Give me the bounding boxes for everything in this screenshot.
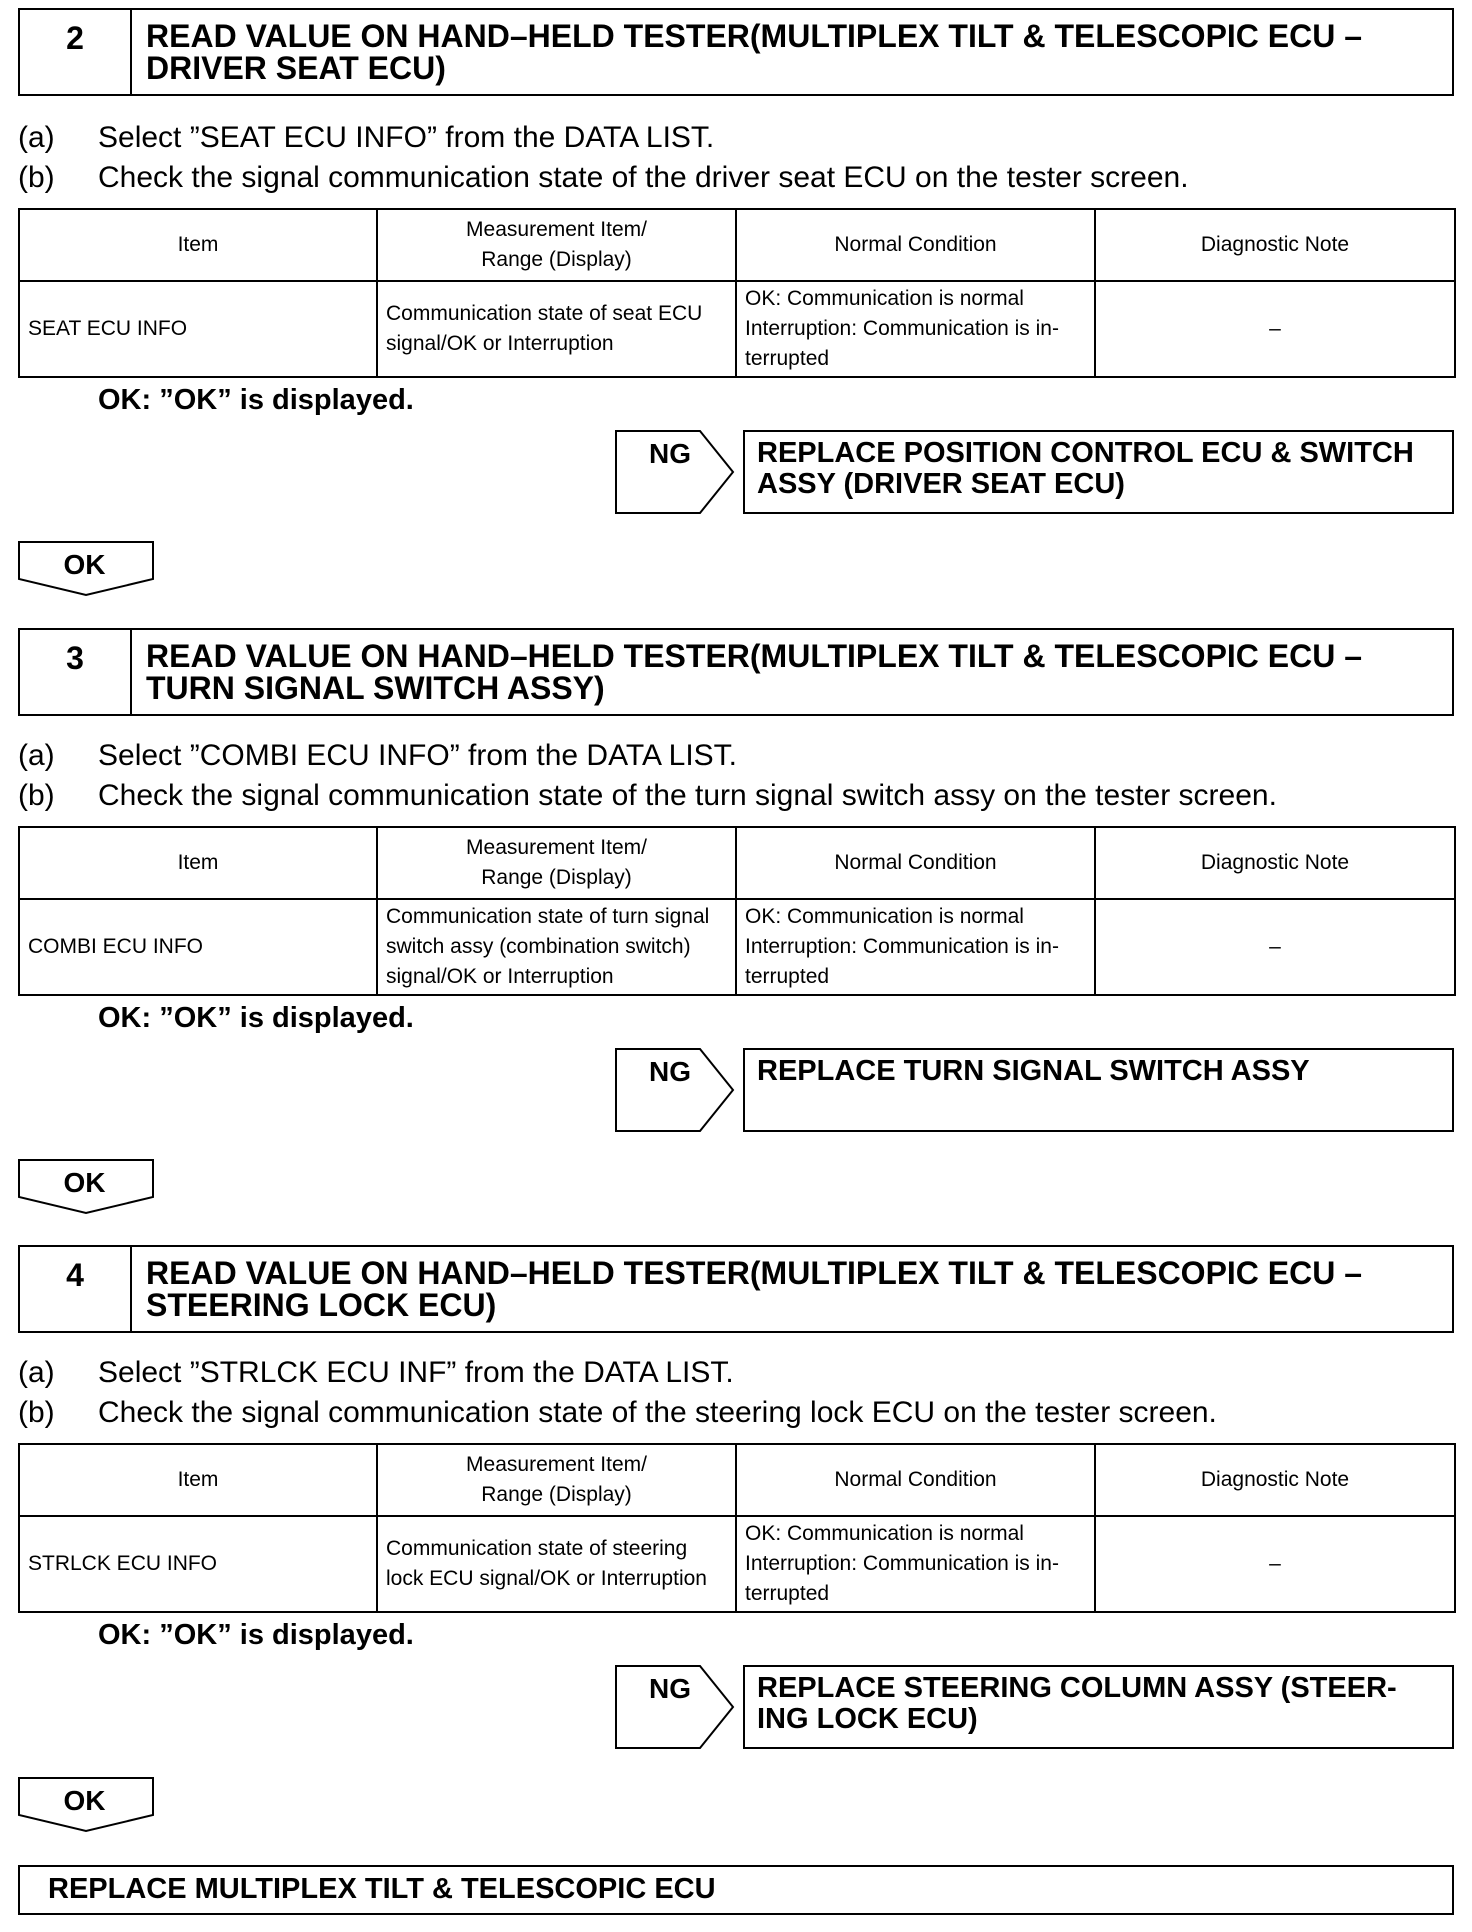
instruction-label: (a) [18, 739, 55, 772]
cell-item: STRLCK ECU INFO [19, 1516, 377, 1612]
instruction-label: (a) [18, 121, 55, 154]
header-item: Item [19, 209, 377, 281]
step-number: 3 [20, 630, 132, 714]
instruction-label: (b) [18, 779, 55, 812]
table-header-row [19, 827, 1455, 899]
step-2-table [18, 208, 1456, 378]
ng-label: NG [649, 1673, 691, 1704]
step-title: READ VALUE ON HAND–HELD TESTER(MULTIPLEX TILT & TELESCOPIC ECU – TURN SIGNAL SWITCH ASSY) [146, 638, 1363, 706]
step-number: 4 [20, 1247, 132, 1331]
table-row [19, 899, 1455, 995]
ok-condition: OK: ”OK” is displayed. [98, 1619, 414, 1651]
header-diagnostic-note: Diagnostic Note [1095, 1444, 1455, 1516]
ng-label: NG [649, 1056, 691, 1087]
instruction-text: Select ”SEAT ECU INFO” from the DATA LIST. [98, 121, 715, 154]
ok-label: OK [63, 549, 106, 580]
ok-label: OK [63, 1167, 106, 1198]
cell-measurement: Communication state of turn signal switch assy (combination switch) signal/OK or Interruption [377, 899, 736, 995]
cell-normal-condition: OK: Communication is normal Interruption: Communication is in- terrupted [736, 899, 1095, 995]
step-4-header [18, 1245, 1454, 1333]
step-4-table [18, 1443, 1456, 1613]
cell-diagnostic-note: – [1095, 281, 1455, 377]
table-row [19, 281, 1455, 377]
cell-item: COMBI ECU INFO [19, 899, 377, 995]
cell-diagnostic-note: – [1095, 1516, 1455, 1612]
header-normal-condition: Normal Condition [736, 1444, 1095, 1516]
step-3-header [18, 628, 1454, 716]
header-measurement: Measurement Item/ Range (Display) [377, 209, 736, 281]
step-2-instructions [18, 118, 1189, 198]
step-title: READ VALUE ON HAND–HELD TESTER(MULTIPLEX TILT & TELESCOPIC ECU – STEERING LOCK ECU) [146, 1255, 1363, 1323]
step-3-table [18, 826, 1456, 996]
header-normal-condition: Normal Condition [736, 827, 1095, 899]
header-diagnostic-note: Diagnostic Note [1095, 209, 1455, 281]
instruction-text: Check the signal communication state of the steering lock ECU on the tester screen. [98, 1396, 1217, 1429]
header-item: Item [19, 827, 377, 899]
instruction-text: Select ”COMBI ECU INFO” from the DATA LIST. [98, 739, 738, 772]
table-header-row [19, 1444, 1455, 1516]
instruction-label: (b) [18, 1396, 55, 1429]
instruction-text: Check the signal communication state of the turn signal switch assy on the tester screen. [98, 779, 1277, 812]
instruction-label: (b) [18, 161, 55, 194]
cell-measurement: Communication state of seat ECU signal/OK or Interruption [377, 281, 736, 377]
ok-condition: OK: ”OK” is displayed. [98, 1002, 414, 1034]
final-action-box: REPLACE MULTIPLEX TILT & TELESCOPIC ECU [18, 1865, 1454, 1915]
ok-label: OK [63, 1785, 106, 1816]
cell-normal-condition: OK: Communication is normal Interruption: Communication is in- terrupted [736, 281, 1095, 377]
ng-action-box: REPLACE STEERING COLUMN ASSY (STEER- ING LOCK ECU) [743, 1665, 1454, 1749]
ok-condition: OK: ”OK” is displayed. [98, 384, 414, 416]
cell-normal-condition: OK: Communication is normal Interruption: Communication is in- terrupted [736, 1516, 1095, 1612]
step-title: READ VALUE ON HAND–HELD TESTER(MULTIPLEX TILT & TELESCOPIC ECU – DRIVER SEAT ECU) [146, 18, 1363, 86]
instruction-label: (a) [18, 1356, 55, 1389]
step-2-header [18, 8, 1454, 96]
header-normal-condition: Normal Condition [736, 209, 1095, 281]
ng-action-box: REPLACE POSITION CONTROL ECU & SWITCH ASSY (DRIVER SEAT ECU) [743, 430, 1454, 514]
instruction-text: Select ”STRLCK ECU INF” from the DATA LIST. [98, 1356, 734, 1389]
ng-action-box: REPLACE TURN SIGNAL SWITCH ASSY [743, 1048, 1454, 1132]
header-measurement: Measurement Item/ Range (Display) [377, 827, 736, 899]
cell-measurement: Communication state of steering lock ECU signal/OK or Interruption [377, 1516, 736, 1612]
step-number: 2 [20, 10, 132, 94]
header-diagnostic-note: Diagnostic Note [1095, 827, 1455, 899]
step-3-instructions [18, 736, 1277, 816]
cell-item: SEAT ECU INFO [19, 281, 377, 377]
table-header-row [19, 209, 1455, 281]
header-measurement: Measurement Item/ Range (Display) [377, 1444, 736, 1516]
instruction-text: Check the signal communication state of the driver seat ECU on the tester screen. [98, 161, 1189, 194]
header-item: Item [19, 1444, 377, 1516]
ng-label: NG [649, 438, 691, 469]
table-row [19, 1516, 1455, 1612]
cell-diagnostic-note: – [1095, 899, 1455, 995]
step-4-instructions [18, 1353, 1217, 1433]
